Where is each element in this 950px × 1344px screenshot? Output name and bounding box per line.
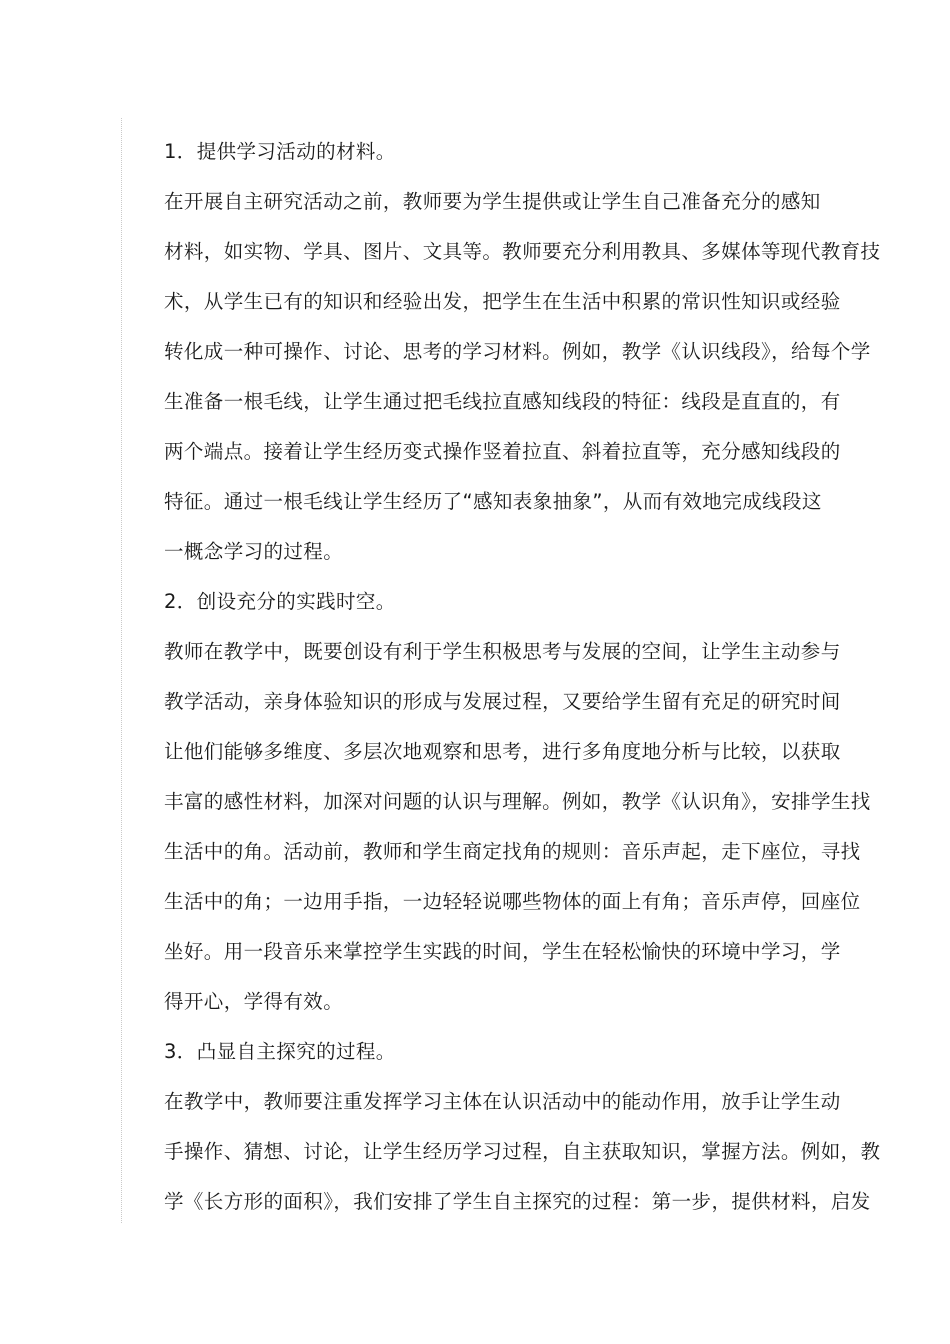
paragraph-line: 让他们能够多维度、多层次地观察和思考，进行多角度地分析与比较，以获取	[164, 740, 841, 763]
paragraph-line: 特征。通过一根毛线让学生经历了“感知表象抽象”，从而有效地完成线段这	[164, 490, 822, 513]
paragraph-line: 生活中的角。活动前，教师和学生商定找角的规则：音乐声起，走下座位，寻找	[164, 840, 861, 863]
paragraph-line: 学《长方形的面积》，我们安排了学生自主探究的过程：第一步，提供材料，启发	[164, 1190, 871, 1213]
paragraph-line: 术，从学生已有的知识和经验出发，把学生在生活中积累的常识性知识或经验	[164, 290, 841, 313]
paragraph-line: 丰富的感性材料，加深对问题的认识与理解。例如，教学《认识角》，安排学生找	[164, 790, 871, 813]
paragraph-line: 在教学中，教师要注重发挥学习主体在认识活动中的能动作用，放手让学生动	[164, 1090, 841, 1113]
paragraph-line: 坐好。用一段音乐来掌控学生实践的时间，学生在轻松愉快的环境中学习，学	[164, 940, 841, 963]
section-heading-2: 2．创设充分的实践时空。	[164, 590, 396, 613]
paragraph-line: 教师在教学中，既要创设有利于学生积极思考与发展的空间，让学生主动参与	[164, 640, 841, 663]
paragraph-line: 生准备一根毛线，让学生通过把毛线拉直感知线段的特征：线段是直直的，有	[164, 390, 841, 413]
paragraph-line: 生活中的角；一边用手指，一边轻轻说哪些物体的面上有角；音乐声停，回座位	[164, 890, 861, 913]
paragraph-line: 材料，如实物、学具、图片、文具等。教师要充分利用教具、多媒体等现代教育技	[164, 240, 881, 263]
margin-guide-line	[121, 118, 122, 1223]
paragraph-line: 教学活动，亲身体验知识的形成与发展过程，又要给学生留有充足的研究时间	[164, 690, 841, 713]
paragraph-line: 两个端点。接着让学生经历变式操作竖着拉直、斜着拉直等，充分感知线段的	[164, 440, 841, 463]
section-heading-3: 3．凸显自主探究的过程。	[164, 1040, 396, 1063]
paragraph-line: 一概念学习的过程。	[164, 540, 344, 563]
paragraph-line: 转化成一种可操作、讨论、思考的学习材料。例如，教学《认识线段》，给每个学	[164, 340, 871, 363]
paragraph-line: 在开展自主研究活动之前，教师要为学生提供或让学生自己准备充分的感知	[164, 190, 821, 213]
document-body	[164, 130, 881, 1230]
paragraph-line: 得开心，学得有效。	[164, 990, 344, 1013]
section-heading-1: 1．提供学习活动的材料。	[164, 140, 396, 163]
paragraph-line: 手操作、猜想、讨论，让学生经历学习过程，自主获取知识，掌握方法。例如，教	[164, 1140, 881, 1163]
